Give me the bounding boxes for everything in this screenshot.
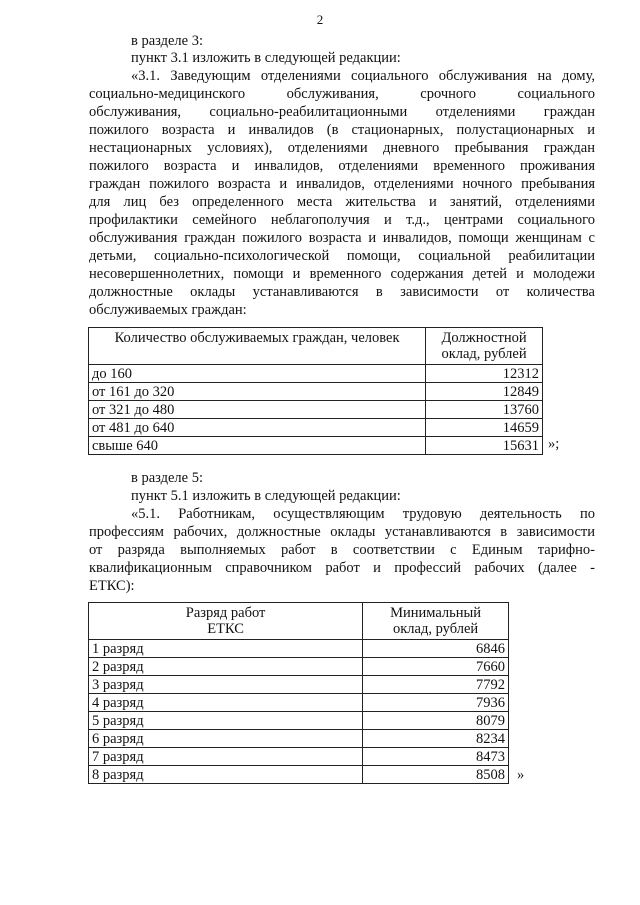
section5-instruction: пункт 5.1 изложить в следующей редакции: (131, 488, 401, 504)
paragraph-line: обслуживаемых граждан: (89, 302, 247, 318)
table-row (89, 401, 543, 419)
row-value: 6846 (363, 640, 509, 658)
paragraph-line: «5.1. Работникам, осуществляющим трудовую деятельность по (131, 506, 595, 522)
table-row (89, 730, 509, 748)
column-header-min-salary-line2: оклад, рублей (393, 621, 479, 637)
row-value: 15631 (426, 437, 543, 455)
table-row (89, 658, 509, 676)
row-label: 2 разряд (89, 658, 363, 676)
table-closing-quote: »; (548, 436, 560, 452)
row-label: от 481 до 640 (89, 419, 426, 437)
column-header-salary-line2: оклад, рублей (441, 346, 527, 362)
column-header-salary (426, 328, 543, 365)
row-label: от 321 до 480 (89, 401, 426, 419)
page-number: 2 (316, 12, 324, 27)
paragraph-line: пожилого возраста и инвалидов, отделениями временного проживания (89, 158, 595, 174)
column-header-grade (89, 603, 363, 640)
table-row (89, 712, 509, 730)
table-row (89, 383, 543, 401)
table-row (89, 694, 509, 712)
row-label: 8 разряд (89, 766, 363, 784)
row-label: 3 разряд (89, 676, 363, 694)
paragraph-line: граждан пожилого возраста и инвалидов, отделениями ночного пребывания (89, 176, 595, 192)
column-header-grade-line1: Разряд работ (185, 605, 266, 621)
row-value: 8473 (363, 748, 509, 766)
column-header-count: Количество обслуживаемых граждан, человек (89, 328, 426, 365)
column-header-salary-line1: Должностной (441, 330, 527, 346)
row-value: 8508 (363, 766, 509, 784)
row-value: 8079 (363, 712, 509, 730)
table-row (89, 676, 509, 694)
paragraph-line: социально-медицинского обслуживания, срочного социального (89, 86, 595, 102)
row-value: 7660 (363, 658, 509, 676)
table-row (89, 437, 543, 455)
etks-grade-salary-table (88, 602, 509, 784)
paragraph-line: несовершеннолетних, помощи и временного содержания детей и молодежи (89, 266, 595, 282)
row-value: 12312 (426, 365, 543, 383)
paragraph-line: для лиц без определенного места жительства и занятий, отделениями (89, 194, 595, 210)
section3-instruction: пункт 3.1 изложить в следующей редакции: (131, 50, 401, 66)
table-header-row (89, 328, 543, 365)
row-value: 7792 (363, 676, 509, 694)
paragraph-line: ЕТКС): (89, 578, 135, 594)
row-label: от 161 до 320 (89, 383, 426, 401)
paragraph-line: от разряда выполняемых работ в соответствии с Единым тарифно- (89, 542, 595, 558)
row-value: 14659 (426, 419, 543, 437)
section3-heading: в разделе 3: (131, 33, 204, 49)
column-header-min-salary-line1: Минимальный (390, 605, 482, 621)
row-value: 7936 (363, 694, 509, 712)
paragraph-line: профилактики семейного неблагополучия и т.д., центрами социального (89, 212, 595, 228)
table-row (89, 365, 543, 383)
column-header-grade-line2: ЕТКС (207, 621, 244, 637)
row-value: 12849 (426, 383, 543, 401)
table-row (89, 766, 509, 784)
section5-heading: в разделе 5: (131, 470, 204, 486)
row-value: 13760 (426, 401, 543, 419)
row-label: 7 разряд (89, 748, 363, 766)
paragraph-line: должностные оклады устанавливаются в зависимости от количества (89, 284, 595, 300)
row-label: 5 разряд (89, 712, 363, 730)
row-label: 4 разряд (89, 694, 363, 712)
paragraph-line: квалификационным справочником работ и профессий рабочих (далее - (89, 560, 595, 576)
paragraph-line: детьми, социально-психологической помощи, социальной реабилитации (89, 248, 595, 264)
staff-count-salary-table (88, 327, 543, 455)
row-label: до 160 (89, 365, 426, 383)
table-row (89, 640, 509, 658)
paragraph-line: «3.1. Заведующим отделениями социального обслуживания на дому, (131, 68, 595, 84)
paragraph-line: пожилого возраста и инвалидов (в стационарных, полустационарных и (89, 122, 595, 138)
paragraph-line: обслуживания, социально-реабилитационными отделениями граждан (89, 104, 595, 120)
table-row (89, 419, 543, 437)
row-label: 6 разряд (89, 730, 363, 748)
paragraph-line: профессиям рабочих, должностные оклады устанавливаются в зависимости (89, 524, 595, 540)
table-closing-quote: » (517, 767, 525, 783)
column-header-min-salary (363, 603, 509, 640)
paragraph-line: обслуживания граждан пожилого возраста и инвалидов, помощи женщинам с (89, 230, 595, 246)
table-header-row (89, 603, 509, 640)
row-label: 1 разряд (89, 640, 363, 658)
table-row (89, 748, 509, 766)
paragraph-line: нестационарных условиях), отделениями дневного пребывания граждан (89, 140, 595, 156)
row-value: 8234 (363, 730, 509, 748)
row-label: свыше 640 (89, 437, 426, 455)
